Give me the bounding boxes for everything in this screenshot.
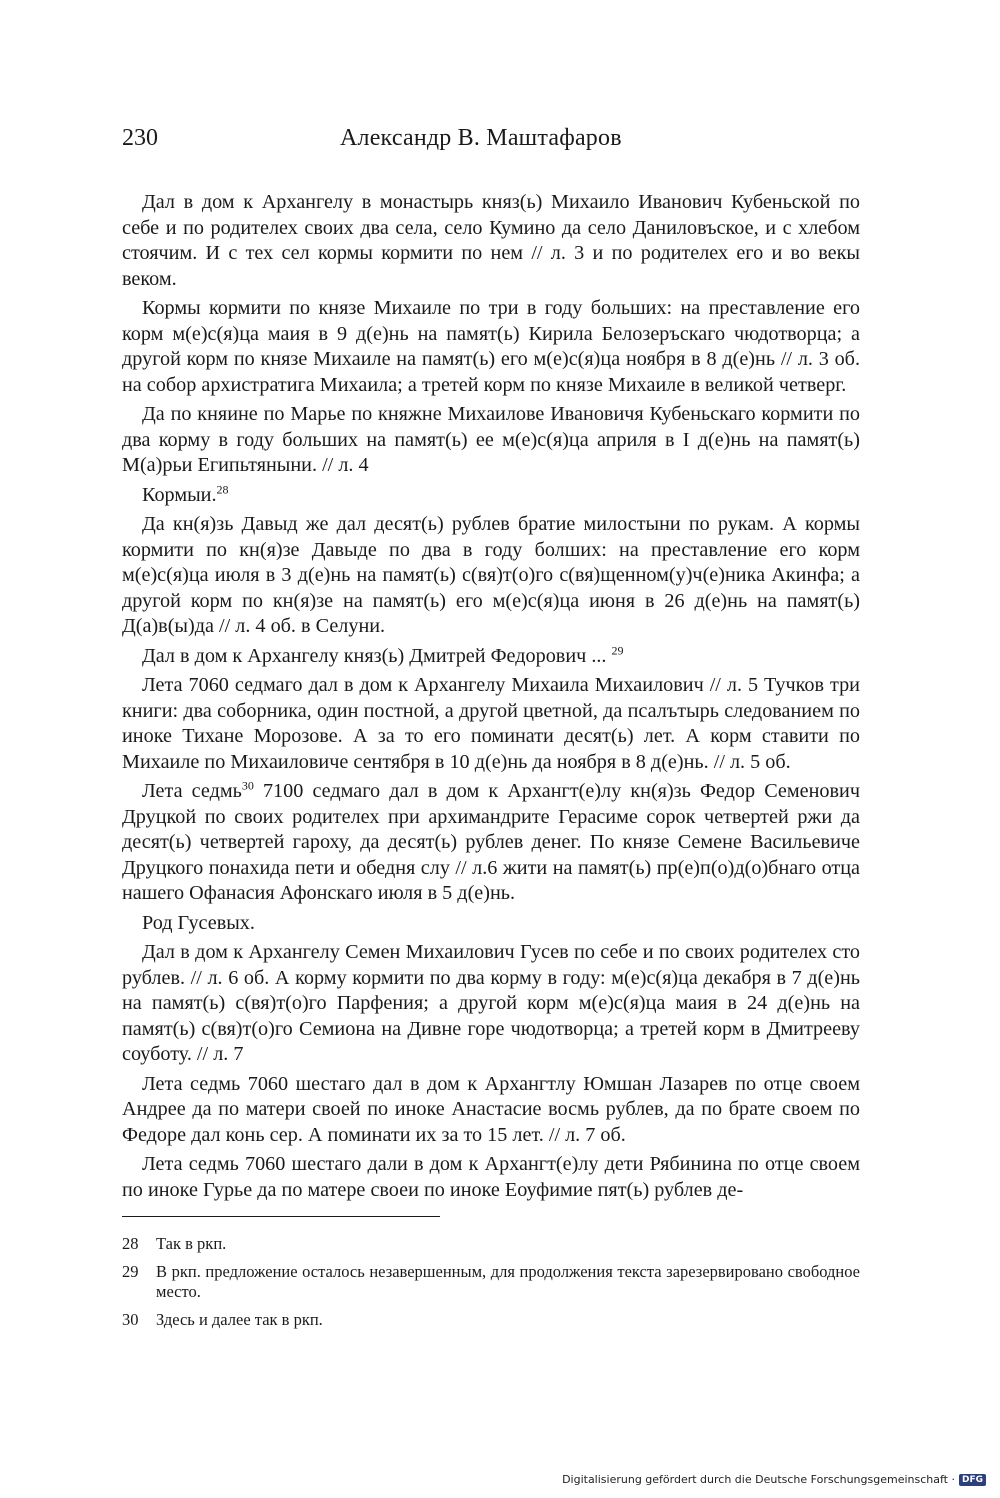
credit-text: Digitalisierung gefördert durch die Deutsche Forschungsgemeinschaft · (562, 1473, 955, 1486)
footnote-ref: 29 (611, 642, 624, 657)
footnote-number: 30 (122, 1310, 139, 1329)
footnote-text: Так в ркп. (156, 1234, 227, 1253)
paragraph: Лета 7060 седмаго дал в дом к Архангелу Михаила Михаилович // л. 5 Тучков три книги: два соборника, один постной, а другой цветной, да псалътырь следованием по иноке Тихане Морозове. А за то его поминати десят(ь) лет. А корм ставити по Михаиле по Михаиловиче сентября в 10 д(е)нь да ноября в 8 д(е)нь. // л. 5 об. (122, 674, 860, 773)
footnote-number: 29 (122, 1262, 139, 1281)
paragraph: Дал в дом к Архангелу в монастырь княз(ь) Михаило Иванович Кубеньской по себе и по родителех своих два села, село Кумино да село Даниловъское, и с хлебом стоячим. И с тех сел кормы кормити по нем // л. 3 и по родителех его и во векы веком. (122, 191, 860, 290)
paragraph: Кормы кормити по князе Михаиле по три в году больших: на преставление его корм м(е)с(я)ца маия в 9 д(е)нь на памят(ь) Кирила Белозеръскаго чюдотворца; а другой корм по князе Михаиле на памят(ь) его м(е)с(я)ца ноября в 8 д(е)нь // л. 3 об. на собор архистратига Михаила; а третей корм по князе Михаиле в великой четверг. (122, 297, 860, 396)
paragraph: Да по княине по Марье по княжне Михаилове Ивановичя Кубеньскаго кормити по два корму в году больших на памят(ь) ее м(е)с(я)ца априля в I д(е)нь на памят(ь) М(а)рьи Египьтяныни. // л. 4 (122, 403, 860, 476)
paragraph: Лета седмь 7060 шестаго дали в дом к Архангт(е)лу дети Рябинина по отце своем по иноке Гурье да по матере своеи по иноке Еоуфимие пят(ь) рублев де- (122, 1153, 860, 1201)
footnote-divider (122, 1216, 440, 1217)
footnote-text: Здесь и далее так в ркп. (156, 1310, 323, 1329)
footnote-ref: 28 (216, 481, 229, 496)
paragraph: Род Гусевых. (142, 911, 255, 934)
paragraph-dmitrey (122, 644, 860, 670)
paragraph-text: Кормыи. (142, 483, 217, 506)
paragraph-text: Дал в дом к Архангелу княз(ь) Дмитрей Федорович ... (142, 644, 607, 667)
footnotes (122, 1234, 860, 1338)
paragraph-druckoy (122, 779, 860, 907)
paragraph: Дал в дом к Архангелу Семен Михаилович Гусев по себе и по своих родителех сто рублев. // л. 6 об. А корму кормити по два корму в году: м(е)с(я)ца декабря в 7 д(е)нь на памят(ь) с(вя)т(о)го Парфения; а другой корм м(е)с(я)ца маия в 24 д(е)нь на памят(ь) с(вя)т(о)го Семиона на Дивне горе чюдотворца; а третей корм в Дмитрееву соуботу. // л. 7 (122, 941, 860, 1065)
footnote-number: 28 (122, 1234, 139, 1253)
footnote (122, 1234, 860, 1254)
digitization-credit (562, 1473, 986, 1486)
footnote (122, 1310, 860, 1330)
page-number: 230 (122, 125, 158, 151)
paragraph-kormy (122, 483, 860, 509)
body-text (122, 190, 860, 1207)
paragraph: Да кн(я)зь Давыд же дал десят(ь) рублев братие милостыни по рукам. А кормы кормити по кн(я)зе Давыде по два в году болших: на преставление его корм м(е)с(я)ца июля в 3 д(е)нь на памят(ь) с(вя)т(о)го с(вя)щенном(у)ч(е)ника Акинфа; а другой корм по кн(я)зе на памят(ь) его м(е)с(я)ца июня в 26 д(е)нь на памят(ь) Д(а)в(ы)да // л. 4 об. в Селуни. (122, 513, 860, 637)
paragraph-text: Лета седмь (142, 780, 242, 802)
footnote-text: В ркп. предложение осталось незавершенным, для продолжения текста зарезервировано свободное место. (156, 1262, 860, 1301)
paragraph-text: 7100 седмаго дал в дом к Архангт(е)лу кн(я)зь Федор Семенович Друцкой по своих родителех при архимандрите Герасиме сорок четвертей ржи да десят(ь) четвертей гароху, да десят(ь) рублев денег. По князе Семене Васильевиче Друцкого понахида пети и обедня слу // л.6 жити на памят(ь) пр(е)п(о)д(о)бнаго отца нашего Офанасия Афонскаго июля в 5 д(е)нь. (122, 780, 860, 904)
footnote-ref: 30 (241, 778, 254, 793)
running-head: Александр В. Маштафаров (340, 125, 622, 151)
dfg-logo-icon: DFG (959, 1474, 986, 1486)
paragraph: Лета седмь 7060 шестаго дал в дом к Архангтлу Юмшан Лазарев по отце своем Андрее да по матери своей по иноке Анастасие восмь рублев, да по брате своем по Федоре дал конь сер. А поминати их за то 15 лет. // л. 7 об. (122, 1072, 860, 1146)
footnote (122, 1262, 860, 1302)
